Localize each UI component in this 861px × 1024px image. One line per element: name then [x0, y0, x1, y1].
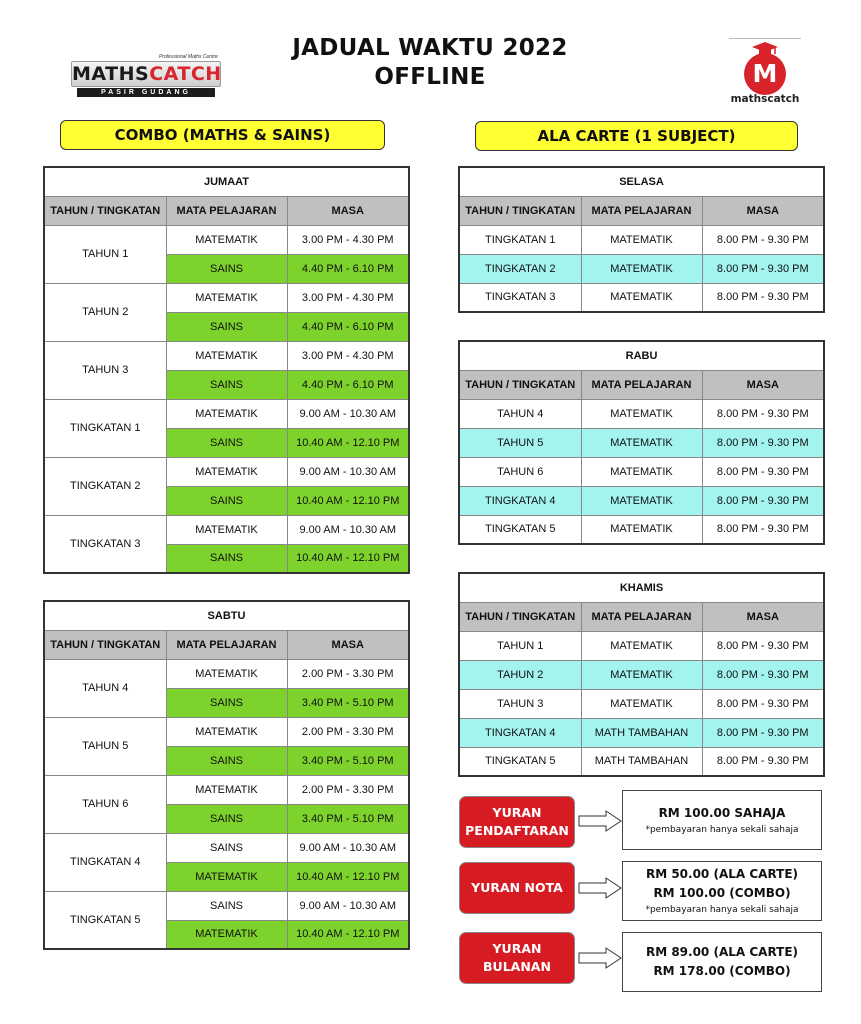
khamis-table	[458, 572, 825, 777]
time-header: MASA	[287, 630, 409, 659]
table-row	[459, 283, 824, 312]
time-cell: 2.00 PM - 3.30 PM	[287, 717, 409, 746]
subject-cell: SAINS	[166, 804, 287, 833]
mathscatch-logo-left	[71, 54, 221, 98]
table-row	[459, 225, 824, 254]
time-cell: 8.00 PM - 9.30 PM	[702, 631, 824, 660]
time-header: MASA	[702, 196, 824, 225]
table-row	[44, 775, 409, 804]
table-row	[459, 689, 824, 718]
time-cell: 10.40 AM - 12.10 PM	[287, 486, 409, 515]
table-row	[459, 660, 824, 689]
subject-cell: SAINS	[166, 428, 287, 457]
level-cell: TINGKATAN 4	[44, 833, 166, 891]
subject-cell: SAINS	[166, 833, 287, 862]
day-title: KHAMIS	[459, 573, 824, 602]
table-row	[44, 341, 409, 370]
level-cell: TINGKATAN 2	[459, 254, 581, 283]
logo-circle: M	[744, 53, 786, 95]
level-cell: TAHUN 6	[44, 775, 166, 833]
time-cell: 3.00 PM - 4.30 PM	[287, 283, 409, 312]
table-row	[44, 515, 409, 544]
yuran-nota-badge	[459, 862, 575, 914]
time-cell: 8.00 PM - 9.30 PM	[702, 283, 824, 312]
subject-header: MATA PELAJARAN	[166, 196, 287, 225]
time-cell: 8.00 PM - 9.30 PM	[702, 254, 824, 283]
table-row	[459, 254, 824, 283]
level-cell: TINGKATAN 4	[459, 718, 581, 747]
rabu-table	[458, 340, 825, 545]
logo-tagline: Professional Maths Centre	[159, 54, 218, 60]
column-header-row	[459, 370, 824, 399]
day-row	[459, 167, 824, 196]
time-cell: 10.40 AM - 12.10 PM	[287, 920, 409, 949]
combo-banner: COMBO (MATHS & SAINS)	[60, 120, 385, 150]
logo-brand-a: MATHS	[72, 63, 150, 85]
level-cell: TAHUN 3	[44, 341, 166, 399]
mathscatch-logo-right	[722, 38, 808, 108]
subject-cell: MATEMATIK	[581, 225, 702, 254]
level-cell: TAHUN 4	[459, 399, 581, 428]
table-row	[459, 631, 824, 660]
time-cell: 3.00 PM - 4.30 PM	[287, 341, 409, 370]
time-cell: 8.00 PM - 9.30 PM	[702, 399, 824, 428]
subject-cell: MATEMATIK	[166, 659, 287, 688]
fee-label: YURAN NOTA	[471, 880, 563, 895]
yuran-bulanan-badge	[459, 932, 575, 984]
level-cell: TINGKATAN 5	[459, 515, 581, 544]
time-cell: 9.00 AM - 10.30 AM	[287, 833, 409, 862]
time-cell: 4.40 PM - 6.10 PM	[287, 312, 409, 341]
subject-cell: SAINS	[166, 746, 287, 775]
level-header: TAHUN / TINGKATAN	[459, 602, 581, 631]
subject-cell: MATH TAMBAHAN	[581, 718, 702, 747]
subject-cell: MATEMATIK	[166, 515, 287, 544]
subject-cell: MATEMATIK	[581, 631, 702, 660]
day-title: RABU	[459, 341, 824, 370]
subject-cell: SAINS	[166, 254, 287, 283]
fee-label: PENDAFTARAN	[465, 823, 569, 838]
time-cell: 8.00 PM - 9.30 PM	[702, 747, 824, 776]
time-cell: 4.40 PM - 6.10 PM	[287, 370, 409, 399]
subject-cell: SAINS	[166, 486, 287, 515]
time-header: MASA	[287, 196, 409, 225]
day-title: SELASA	[459, 167, 824, 196]
table-row	[44, 399, 409, 428]
yuran-pendaftaran-box	[622, 790, 822, 850]
logo-location: PASIR GUDANG	[77, 88, 215, 97]
fee-amount: RM 178.00 (COMBO)	[653, 964, 791, 978]
subject-header: MATA PELAJARAN	[581, 370, 702, 399]
page-title	[230, 34, 630, 92]
level-cell: TINGKATAN 5	[44, 891, 166, 949]
level-cell: TINGKATAN 3	[459, 283, 581, 312]
subject-cell: MATEMATIK	[166, 775, 287, 804]
subject-cell: SAINS	[166, 891, 287, 920]
level-cell: TAHUN 1	[459, 631, 581, 660]
time-cell: 8.00 PM - 9.30 PM	[702, 660, 824, 689]
subject-cell: MATEMATIK	[166, 862, 287, 891]
level-header: TAHUN / TINGKATAN	[44, 196, 166, 225]
level-cell: TAHUN 2	[44, 283, 166, 341]
time-header: MASA	[702, 370, 824, 399]
day-row	[459, 573, 824, 602]
table-row	[44, 891, 409, 920]
day-title: SABTU	[44, 601, 409, 630]
time-cell: 10.40 AM - 12.10 PM	[287, 862, 409, 891]
arrow-right-icon	[578, 877, 622, 899]
table-row	[44, 283, 409, 312]
arrow-right-icon	[578, 810, 622, 832]
subject-cell: SAINS	[166, 544, 287, 573]
subject-cell: MATEMATIK	[581, 486, 702, 515]
table-row	[44, 833, 409, 862]
arrow-right-icon	[578, 947, 622, 969]
time-cell: 8.00 PM - 9.30 PM	[702, 486, 824, 515]
subject-cell: MATEMATIK	[581, 689, 702, 718]
fee-label: BULANAN	[483, 959, 551, 974]
subject-cell: MATEMATIK	[166, 283, 287, 312]
time-cell: 8.00 PM - 9.30 PM	[702, 225, 824, 254]
table-row	[44, 225, 409, 254]
fee-amount: RM 89.00 (ALA CARTE)	[645, 945, 799, 959]
subject-cell: MATEMATIK	[166, 457, 287, 486]
day-row	[44, 167, 409, 196]
level-cell: TAHUN 5	[459, 428, 581, 457]
level-cell: TAHUN 3	[459, 689, 581, 718]
level-header: TAHUN / TINGKATAN	[459, 370, 581, 399]
table-row	[459, 457, 824, 486]
fee-label: YURAN	[492, 805, 542, 820]
yuran-nota-box	[622, 861, 822, 921]
fee-amount: RM 50.00 (ALA CARTE)	[645, 867, 799, 881]
time-cell: 9.00 AM - 10.30 AM	[287, 399, 409, 428]
logo-brand	[71, 61, 221, 87]
day-row	[44, 601, 409, 630]
column-header-row	[459, 196, 824, 225]
title-line-2: OFFLINE	[374, 64, 486, 90]
time-cell: 4.40 PM - 6.10 PM	[287, 254, 409, 283]
level-header: TAHUN / TINGKATAN	[44, 630, 166, 659]
column-header-row	[459, 602, 824, 631]
level-header: TAHUN / TINGKATAN	[459, 196, 581, 225]
level-cell: TAHUN 5	[44, 717, 166, 775]
table-row	[459, 486, 824, 515]
subject-cell: MATH TAMBAHAN	[581, 747, 702, 776]
level-cell: TAHUN 2	[459, 660, 581, 689]
time-cell: 2.00 PM - 3.30 PM	[287, 775, 409, 804]
subject-cell: MATEMATIK	[581, 515, 702, 544]
alacarte-banner: ALA CARTE (1 SUBJECT)	[475, 121, 798, 151]
logo-name: mathscatch	[730, 93, 800, 105]
time-cell: 10.40 AM - 12.10 PM	[287, 428, 409, 457]
column-header-row	[44, 196, 409, 225]
table-row	[459, 428, 824, 457]
fee-label: YURAN	[492, 941, 542, 956]
jumaat-table	[43, 166, 410, 574]
level-cell: TINGKATAN 1	[44, 399, 166, 457]
table-row	[459, 515, 824, 544]
level-cell: TAHUN 1	[44, 225, 166, 283]
level-cell: TINGKATAN 1	[459, 225, 581, 254]
level-cell: TAHUN 6	[459, 457, 581, 486]
subject-cell: MATEMATIK	[581, 660, 702, 689]
time-cell: 8.00 PM - 9.30 PM	[702, 428, 824, 457]
subject-cell: MATEMATIK	[581, 457, 702, 486]
time-header: MASA	[702, 602, 824, 631]
subject-cell: MATEMATIK	[581, 428, 702, 457]
time-cell: 3.40 PM - 5.10 PM	[287, 804, 409, 833]
subject-header: MATA PELAJARAN	[581, 196, 702, 225]
subject-cell: SAINS	[166, 688, 287, 717]
subject-cell: MATEMATIK	[166, 717, 287, 746]
day-row	[459, 341, 824, 370]
table-row	[459, 747, 824, 776]
level-cell: TINGKATAN 2	[44, 457, 166, 515]
subject-cell: SAINS	[166, 312, 287, 341]
subject-cell: MATEMATIK	[166, 225, 287, 254]
time-cell: 10.40 AM - 12.10 PM	[287, 544, 409, 573]
day-title: JUMAAT	[44, 167, 409, 196]
subject-cell: MATEMATIK	[166, 920, 287, 949]
table-row	[459, 718, 824, 747]
time-cell: 9.00 AM - 10.30 AM	[287, 457, 409, 486]
level-cell: TINGKATAN 4	[459, 486, 581, 515]
time-cell: 9.00 AM - 10.30 AM	[287, 515, 409, 544]
subject-cell: MATEMATIK	[581, 254, 702, 283]
time-cell: 3.40 PM - 5.10 PM	[287, 688, 409, 717]
logo-brand-b: CATCH	[149, 63, 222, 85]
time-cell: 3.00 PM - 4.30 PM	[287, 225, 409, 254]
time-cell: 8.00 PM - 9.30 PM	[702, 457, 824, 486]
fee-note: *pembayaran hanya sekali sahaja	[645, 824, 799, 835]
table-row	[44, 457, 409, 486]
fee-amount: RM 100.00 (COMBO)	[653, 886, 791, 900]
level-cell: TINGKATAN 5	[459, 747, 581, 776]
table-row	[459, 399, 824, 428]
time-cell: 9.00 AM - 10.30 AM	[287, 891, 409, 920]
logo-divider	[729, 38, 801, 39]
yuran-pendaftaran-badge	[459, 796, 575, 848]
time-cell: 8.00 PM - 9.30 PM	[702, 718, 824, 747]
subject-cell: MATEMATIK	[581, 399, 702, 428]
time-cell: 2.00 PM - 3.30 PM	[287, 659, 409, 688]
fee-amount: RM 100.00 SAHAJA	[658, 805, 786, 820]
time-cell: 3.40 PM - 5.10 PM	[287, 746, 409, 775]
yuran-bulanan-box	[622, 932, 822, 992]
subject-cell: MATEMATIK	[166, 341, 287, 370]
level-cell: TINGKATAN 3	[44, 515, 166, 573]
subject-header: MATA PELAJARAN	[166, 630, 287, 659]
table-row	[44, 717, 409, 746]
subject-header: MATA PELAJARAN	[581, 602, 702, 631]
table-row	[44, 659, 409, 688]
fee-note: *pembayaran hanya sekali sahaja	[645, 905, 799, 915]
column-header-row	[44, 630, 409, 659]
subject-cell: SAINS	[166, 370, 287, 399]
sabtu-table	[43, 600, 410, 950]
time-cell: 8.00 PM - 9.30 PM	[702, 689, 824, 718]
time-cell: 8.00 PM - 9.30 PM	[702, 515, 824, 544]
subject-cell: MATEMATIK	[581, 283, 702, 312]
selasa-table	[458, 166, 825, 313]
subject-cell: MATEMATIK	[166, 399, 287, 428]
title-line-1: JADUAL WAKTU 2022	[292, 35, 568, 61]
level-cell: TAHUN 4	[44, 659, 166, 717]
